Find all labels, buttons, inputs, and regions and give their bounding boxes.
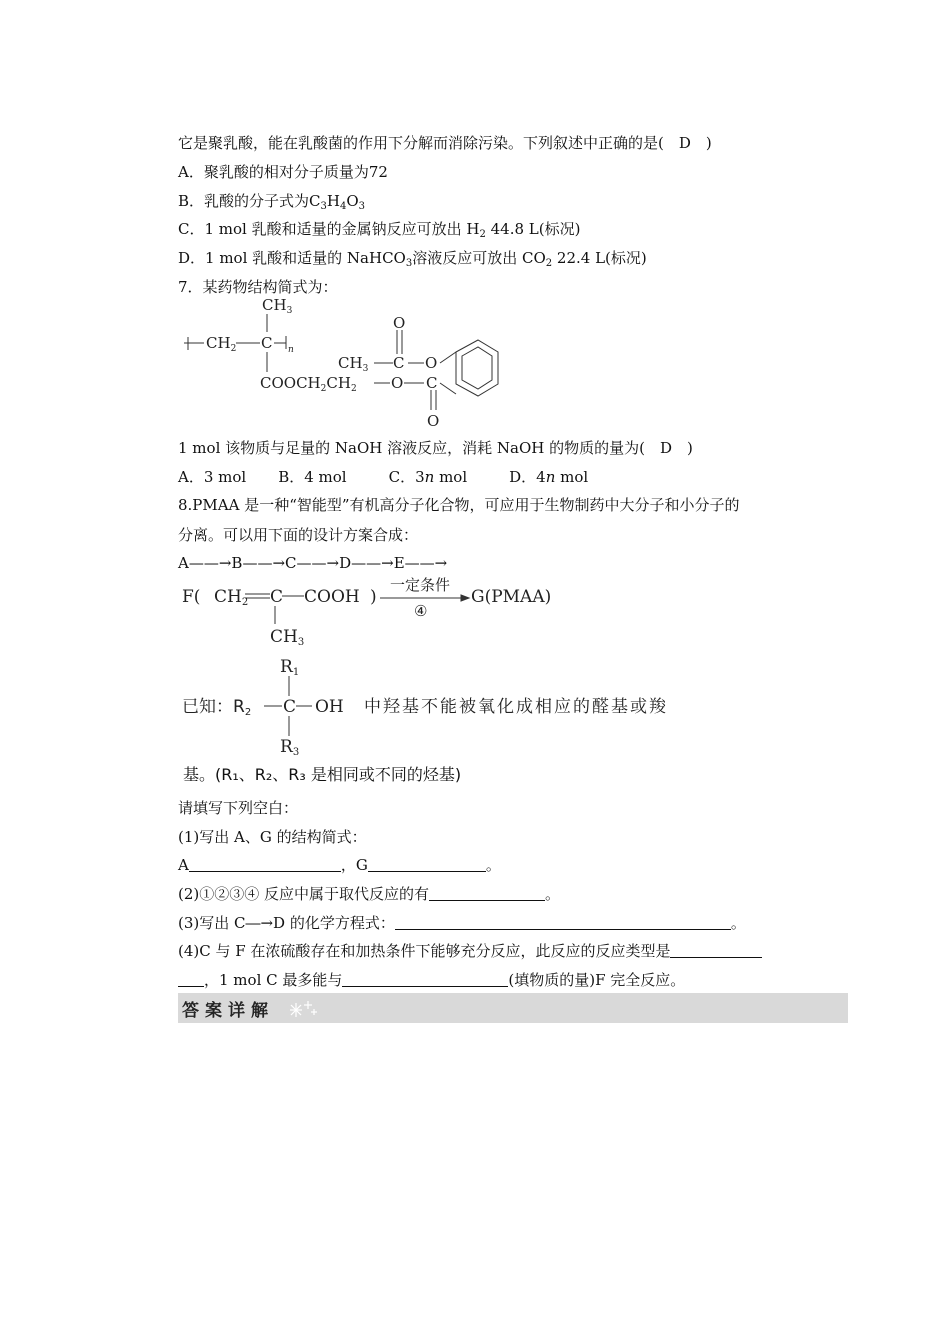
answer-blank-equation[interactable]	[395, 915, 731, 930]
q8-sub1-blanks: A ，G 。	[178, 856, 501, 874]
q8-f-ch3: CH3	[270, 627, 305, 648]
q7-ester-chain: $COOCH_2CH_2$	[260, 374, 357, 394]
q7-acetyl-ch3: $CH_3$	[338, 354, 369, 374]
q7-o-bottom: O	[427, 412, 440, 430]
q8-sub1: (1)写出 A、G 的结构简式：	[178, 828, 367, 846]
q8-g-product: G(PMAA)	[471, 587, 552, 607]
q8-known-structure	[178, 652, 718, 760]
q8-known-prefix: 已知：R2	[182, 697, 252, 718]
q8-sub4-line1: (4)C 与 F 在浓硫酸存在和加热条件下能够充分反应，此反应的反应类型是	[178, 941, 762, 961]
q8-known-continuation: 基。(R₁、R₂、R₃ 是相同或不同的烃基)	[183, 765, 462, 784]
q8-known-r3: R3	[280, 737, 300, 758]
q8-stem-line2: 分离。可以用下面的设计方案合成：	[178, 526, 419, 544]
q7-ester-o: O	[391, 374, 404, 392]
q7-structure-diagram	[178, 292, 518, 432]
q7-n: n	[288, 345, 294, 355]
q7-c2: C	[426, 374, 438, 392]
q8-f-close: )	[370, 587, 377, 607]
q6-option-d: D．1 mol 乳酸和适量的 NaHCO$_3$溶液反应可放出 $CO_2$ 22.4 L(标况)	[178, 249, 647, 269]
q6-option-b: B．乳酸的分子式为$C_3H_4O_3$	[178, 192, 366, 212]
q8-sub2: (2)①②③④ 反应中属于取代反应的有 。	[178, 885, 561, 903]
q7-ch3-top: $CH_3$	[262, 296, 293, 316]
q8-known-r1: R1	[280, 657, 300, 678]
q7-o-top: O	[393, 314, 406, 332]
q8-fill-instruction: 请填写下列空白：	[178, 799, 299, 817]
q8-sub4-line2: ，1 mol C 最多能与 (填物质的量)F 完全反应。	[178, 970, 685, 990]
answer-blank-a[interactable]	[189, 857, 341, 872]
q7-stem: 7．某药物结构简式为：	[178, 278, 338, 296]
q8-sub3: (3)写出 C―→D 的化学方程式： 。	[178, 914, 746, 932]
q8-f-prefix: F(	[182, 587, 201, 607]
q8-f-to-g-diagram	[178, 572, 598, 652]
q6-option-a: A．聚乳酸的相对分子质量为72	[178, 163, 388, 181]
q8-known-c: C	[283, 697, 297, 717]
q8-f-ch2: CH2	[214, 587, 249, 608]
answer-header-bar	[178, 993, 848, 1023]
q8-f-c: C	[270, 587, 284, 607]
q8-condition-bottom: ④	[414, 602, 428, 620]
answer-blank-amount[interactable]	[342, 972, 508, 987]
q8-known-oh: OH	[315, 697, 344, 717]
q8-condition-top: 一定条件	[390, 576, 451, 594]
q7-c1: C	[393, 354, 405, 372]
answer-header-label: 答案详解	[182, 1001, 274, 1021]
snowflake-icon	[286, 999, 320, 1019]
answer-blank-reaction-type[interactable]	[670, 943, 762, 958]
q6-option-c: C．1 mol 乳酸和适量的金属钠反应可放出 $H_2$ 44.8 L(标况)	[178, 220, 581, 240]
answer-blank-reaction-type-cont[interactable]	[178, 972, 204, 987]
q8-f-cooh: COOH	[304, 587, 360, 607]
q8-stem-line1: 8.PMAA 是一种“智能型”有机高分子化合物，可应用于生物制药中大分子和小分子的	[178, 496, 740, 514]
q7-options: A．3 mol B．4 mol C．3n mol D．4n mol	[178, 468, 589, 486]
q7-o-link: O	[425, 354, 438, 372]
q8-known-text: 中羟基不能被氧化成相应的醛基或羧	[364, 697, 668, 717]
answer-blank-substitution[interactable]	[429, 886, 545, 901]
answer-blank-g[interactable]	[368, 857, 486, 872]
q7-ch2: $CH_2$	[206, 334, 237, 354]
q8-reaction-chain: A——→B——→C——→D——→E——→	[178, 554, 448, 572]
q7-question: 1 mol 该物质与足量的 NaOH 溶液反应，消耗 NaOH 的物质的量为( D )	[178, 439, 693, 457]
q6-stem: 它是聚乳酸，能在乳酸菌的作用下分解而消除污染。下列叙述中正确的是( D )	[178, 134, 712, 152]
q7-main-c: C	[261, 334, 273, 352]
